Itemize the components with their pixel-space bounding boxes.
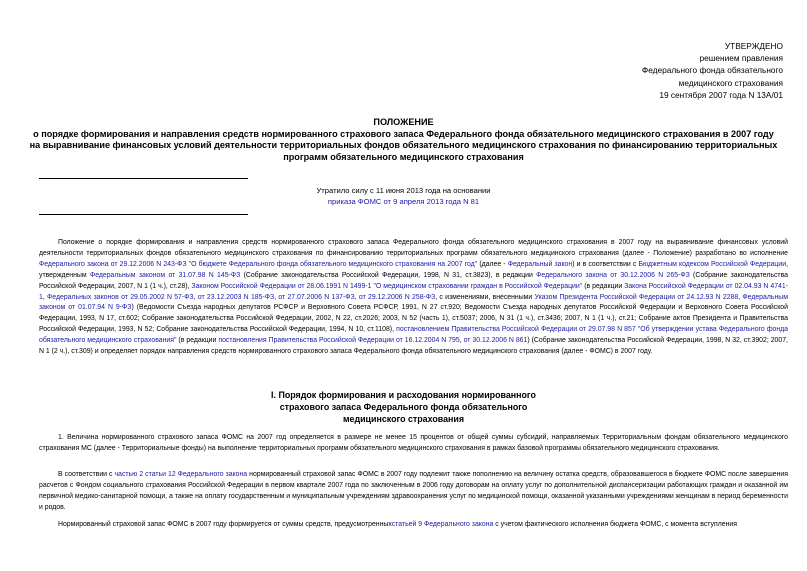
text-run: , утвержденным <box>39 260 788 279</box>
law-link[interactable]: Федеральный закон <box>507 260 573 268</box>
text-run: , <box>354 293 359 301</box>
law-link[interactable]: Федеральным законом от 31.07.98 N 145-ФЗ <box>89 271 241 279</box>
approved-line: 19 сентября 2007 года N 13А/01 <box>659 89 783 100</box>
section-heading-line: медицинского страхования <box>342 413 465 424</box>
law-link[interactable]: от 27.07.2006 N 137-ФЗ <box>278 293 355 301</box>
approval-stamp <box>642 40 783 101</box>
text-run: с учетом фактического исполнения бюджета ФОМС, с момента вступления <box>493 521 737 528</box>
law-link[interactable]: от 29.12.2006 N 258-ФЗ <box>358 293 436 301</box>
text-run: нормированный страховой запас ФОМС в 2007 году подлежит также пополнению на величину остатка средств, образовавшегося в бюджете ФОМС после завершения расчетов с Фондом социального страхования Российской Федерации в первом квартале 2007 года по заключенным в 2006 году договорам на оплату услуг по дополнительной диспансеризации работающих граждан и оказанной им первичной медико-санитарной помощи, а также на оплату государственным и муниципальным учреждениям здравоохранения услуг по медицинской помощи, оказанной указанными учреждениями женщинам в период беременности и родов. <box>39 471 788 511</box>
law-link[interactable]: статьей 9 Федерального закона <box>391 521 494 528</box>
approved-line: Федерального фонда обязательного <box>641 65 783 76</box>
text-run: Нормированный страховой запас ФОМС в 2007 году формируется от суммы средств, предусмотренных <box>58 521 392 528</box>
section-heading <box>20 390 787 425</box>
law-link[interactable]: от 30.12.2006 N 861 <box>463 337 528 345</box>
expired-note <box>20 185 787 207</box>
law-link[interactable]: Федеральных законов от 29.05.2002 N 57-ФЗ <box>47 293 194 301</box>
text-run: , <box>738 293 743 301</box>
title-line: программ обязательного медицинского страхования <box>283 151 524 162</box>
text-run: , <box>459 337 464 345</box>
law-link[interactable]: постановления Правительства Российской Федерации от 16.12.2004 N 795 <box>218 337 460 345</box>
expired-order-link[interactable]: приказа ФОМС от 9 апреля 2013 года N 81 <box>327 197 480 206</box>
law-link[interactable]: Федеральным законом от 01.07.94 N 9-ФЗ <box>39 293 788 312</box>
paragraph-3 <box>39 520 788 531</box>
law-link[interactable]: Федерального закона от 30.12.2006 N 265-ФЗ <box>536 271 690 279</box>
text-run: , <box>274 293 279 301</box>
text-run: (Собрание законодательства Российской Федерации, 1998, N 31, ст.3823), в редакции <box>240 271 537 279</box>
paragraph-1 <box>39 433 788 455</box>
text-run: , с изменениями, внесенными <box>435 293 535 301</box>
text-run: 1. Величина нормированного страхового запаса ФОМС на 2007 год определяется в размере не менее 15 процентов от общей суммы субсидий, направляемых Территориальным фондам обязательного медицинского страхования МС (далее - Территориальные фонды) на выполнение территориальных программ обязательного медицинского страхования в рамках базовой программы обязательного медицинского страхования. <box>39 434 788 452</box>
paragraph-2 <box>39 470 788 514</box>
divider <box>39 214 248 215</box>
law-link[interactable]: частью 2 статьи 12 Федерального закона <box>114 471 248 478</box>
section-heading-line: I. Порядок формирования и расходования нормированного <box>271 390 536 400</box>
text-run: ) (Ведомости Съезда народных депутатов РСФСР и Верховного Совета РСФСР, 1991, N 27 ст.920; Ведомости Съезда народных депутатов Российской Федерации и Верховного Совета Российской Федерации, 1993, N 17, ст.602; Собрание законодательства Российской Федерации, 2002, N 22, ст.2026; 2003, N 52 (часть 1), ст.5037; 2006, N 31 (1 ч.), ст.3436; 2007, N 1 (1 ч.), ст.21; Собрание актов Президента и Правительства Российской Федерации, 1993, N 52; Собрание законодательства Российской Федерации, 1994, N 10, ст.1108), <box>39 304 788 334</box>
section-heading-line: страхового запаса Федерального фонда обязательного <box>279 401 528 412</box>
text-run: , <box>193 293 198 301</box>
text-run: (далее - <box>477 260 508 268</box>
law-link[interactable]: от 23.12.2003 N 185-ФЗ <box>197 293 275 301</box>
title-heading: ПОЛОЖЕНИЕ <box>373 117 434 127</box>
title-line: на выравнивание финансовых условий деятельности территориальных фондов обязательного медицинского страхования по финансированию территориальных <box>29 140 778 151</box>
law-link[interactable]: Законом Российской Федерации от 28.06.1991 N 1499-1 "О медицинском страховании граждан в Российской Федерации" <box>191 282 583 290</box>
text-run: ) (Собрание законодательства Российской Федерации, 1998, N 32, ст.3902; 2007, N 1 (2 ч.), ст.309) и определяет порядок направления средств нормированного страхового запаса Федерального фонда обязательного медицинского страхования (далее - ФОМС) в 2007 году. <box>39 337 788 356</box>
text-run: (в редакции <box>582 282 625 290</box>
approved-line: УТВЕРЖДЕНО <box>724 41 783 51</box>
divider <box>39 178 248 179</box>
law-link[interactable]: Федерального закона от 29.12.2006 N 243-ФЗ "О бюджете Федерального фонда обязательного медицинского страхования на 2007 год" <box>39 260 478 268</box>
law-link[interactable]: постановлением Правительства Российской Федерации от 29.07.98 N 857 "Об утверждении устава Федерального фонда обязательного медицинского страхования" <box>39 326 789 345</box>
title-line: о порядке формирования и направления средств нормированного страхового запаса Федерального фонда обязательного медицинского страхования в 2007 году <box>33 128 774 139</box>
approved-line: решением правления <box>699 53 783 64</box>
document-title <box>20 117 787 163</box>
text-run: (в редакции <box>176 337 219 345</box>
law-link[interactable]: Указом Президента Российской Федерации от 24.12.93 N 2288 <box>534 293 739 301</box>
law-link[interactable]: Закона Российской Федерации от 02.04.93 N 4741-1 <box>39 282 788 301</box>
expired-text: Утратило силу с 11 июня 2013 года на основании <box>316 186 491 195</box>
approved-line: медицинского страхования <box>678 77 783 88</box>
text-run: В соответствии с <box>58 471 115 478</box>
law-link[interactable]: Бюджетным кодексом Российской Федерации <box>638 260 787 268</box>
text-run: ) и в соответствии с <box>572 260 639 268</box>
intro-paragraph <box>39 238 788 358</box>
text-run: (Собрание законодательства Российской Федерации, 2007, N 1 (1 ч.), ст.28), <box>39 271 789 290</box>
text-run: Положение о порядке формирования и направления средств нормированного страхового запаса Федерального фонда обязательного медицинского страхования в 2007 году на выравнивание финансовых условий деятельности территориальных фондов обязательного медицинского страхования по финансированию территориальных программ обязательного медицинского страхования (далее - Положение) разработано во исполнение <box>39 239 788 257</box>
text-run: , <box>42 293 48 301</box>
